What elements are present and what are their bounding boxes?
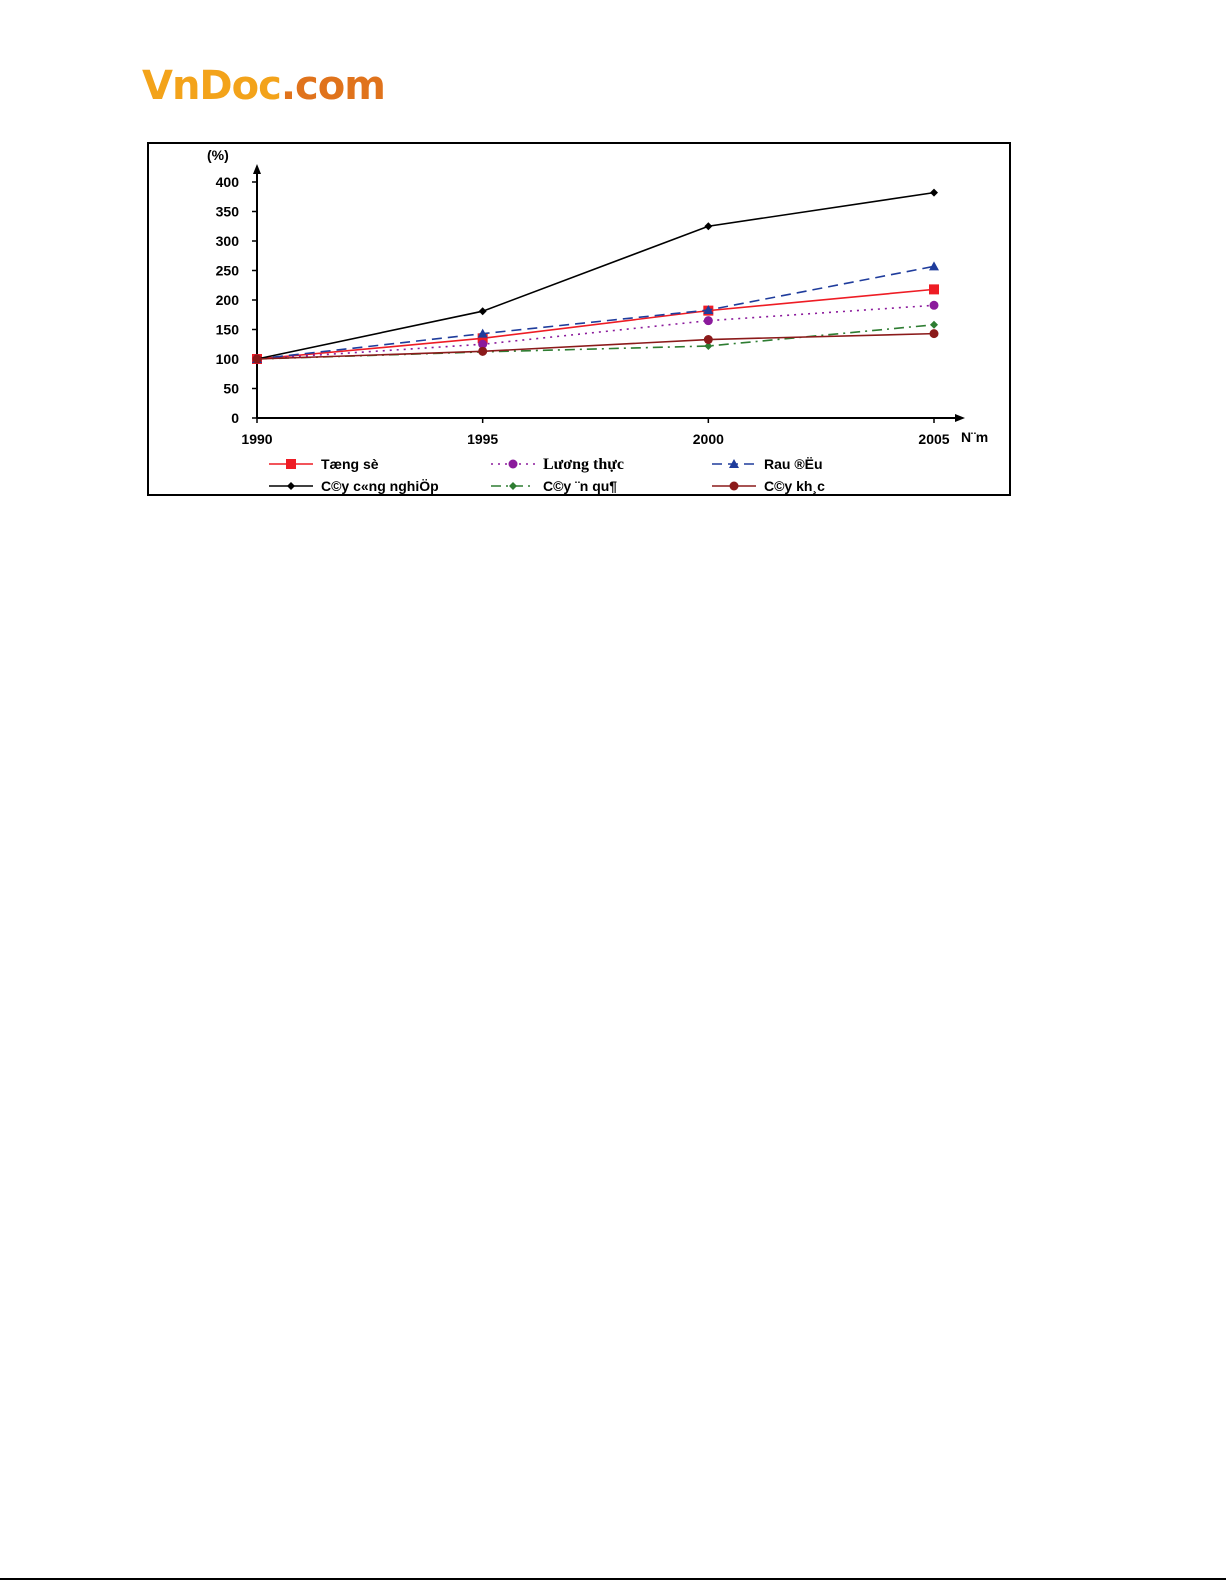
logo-text-domain: .com [280,63,385,109]
legend-label: Lương thực [543,456,624,473]
data-point-s2 [930,301,939,310]
page-bottom-rule [0,1578,1226,1580]
x-tick-label: 1995 [467,431,499,447]
chart-frame [147,142,1011,496]
vndoc-logo [142,63,385,109]
x-tick-label: 2005 [918,431,950,447]
data-point-s6 [253,355,262,364]
legend-label: C©y kh¸c [764,478,825,494]
y-tick-label: 50 [223,380,239,397]
series-line-2 [257,305,934,359]
y-tick-label: 0 [231,410,239,426]
x-axis-label: N¨m [961,429,989,445]
legend-label: C©y c«ng nghiÖp [321,478,439,494]
y-tick-label: 350 [215,203,239,220]
y-tick-label: 150 [215,321,239,338]
legend-label: Tæng sè [321,456,379,472]
x-axis-arrow [955,414,965,422]
data-point-s1 [929,284,939,294]
legend-label: Rau ®Ëu [764,456,823,472]
legend-swatch-marker [286,459,296,469]
data-point-s2 [704,316,713,325]
legend-swatch-marker [509,482,517,490]
y-tick-label: 200 [215,292,239,308]
y-tick-label: 400 [215,174,239,190]
line-chart [149,144,1013,498]
y-axis-arrow [253,164,261,174]
data-point-s6 [478,347,487,356]
legend-swatch-marker [509,460,518,469]
legend-swatch-marker [730,482,739,491]
data-point-s6 [704,335,713,344]
logo-text-main: VnDoc [142,63,281,109]
y-tick-label: 300 [215,233,239,249]
data-point-s4 [704,222,712,230]
data-point-s5 [930,321,938,329]
y-tick-label: 250 [215,262,239,279]
legend-swatch-marker [287,482,295,490]
series-line-5 [257,325,934,359]
data-point-s4 [930,189,938,197]
legend-label: C©y ¨n qu¶ [543,478,618,494]
y-tick-label: 100 [215,351,239,367]
x-tick-label: 2000 [692,431,724,447]
data-point-s6 [930,329,939,338]
data-point-s3 [929,261,939,270]
y-axis-label: (%) [207,147,229,163]
x-tick-label: 1990 [241,431,273,447]
data-point-s4 [479,307,487,315]
